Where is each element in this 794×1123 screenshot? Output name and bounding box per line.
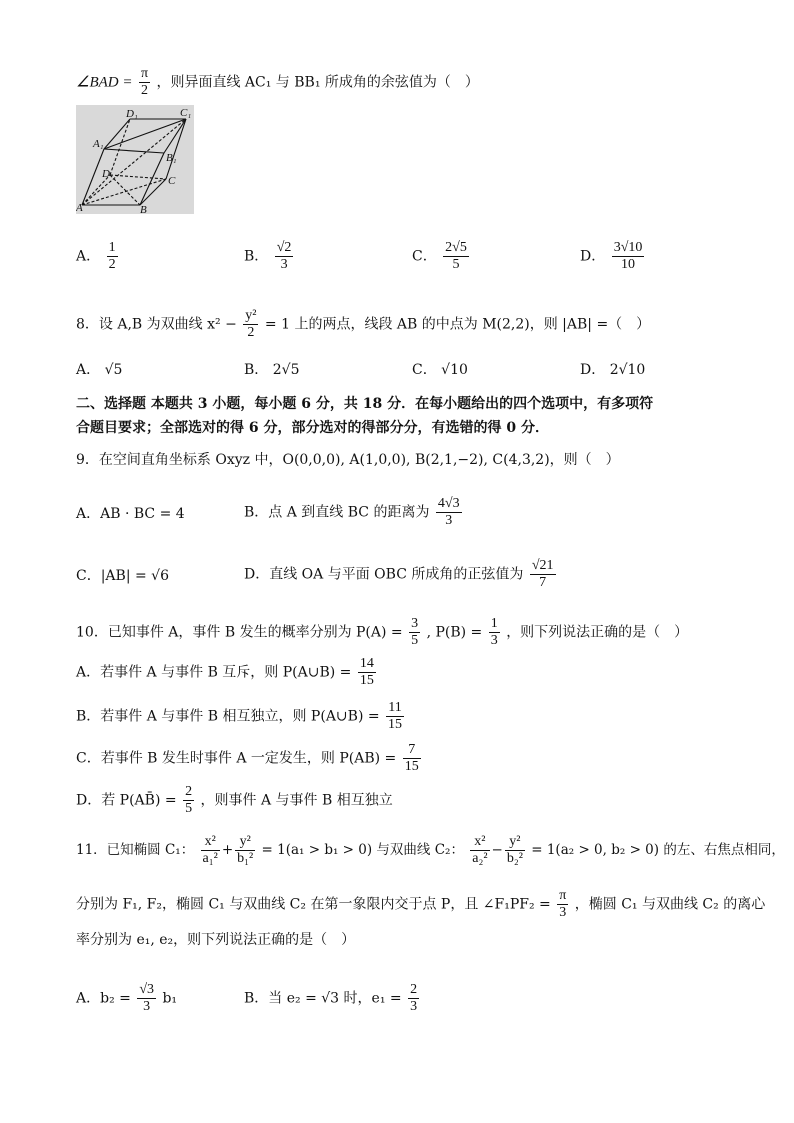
q8-option-d[interactable] [580, 360, 645, 380]
q11-option-b[interactable] [244, 982, 421, 1015]
q7-option-a[interactable] [76, 240, 120, 273]
q10-stem [76, 616, 688, 649]
q9-stem: 9．在空间直角坐标系 Oxyz 中，O(0,0,0), A(1,0,0), B(2,1,−2), C(4,3,2)，则（ ） [76, 452, 620, 468]
q8-option-b-label: B． [244, 362, 269, 378]
q9-option-a[interactable]: A．AB · BC = 4 [76, 506, 185, 522]
q10-stem-b: , P(B) = [426, 624, 483, 641]
q7-c-den: 5 [452, 257, 460, 272]
q11-option-a[interactable] [76, 982, 177, 1015]
q9-d-num: √21 [531, 558, 554, 573]
q11-stem-line1: 11．已知椭圆 C₁： $\frac{\text{x²}}{\text{a₁²}}$ + $\frac{\text{y²}}{\text{b₁²}}$ = 1(a₁ > b₁ > 0) 与双曲线 C₂： $\frac{\text{x²}}{\text{a₂²}}$ − $\frac{\text{y²}}{\text{b₂²}}$ = 1(a₂ > 0, b₂ > 0) 的左、右焦点相同， [76, 834, 785, 866]
q7-option-a-label: A． [76, 248, 101, 265]
q10-pa-num: 3 [411, 616, 419, 631]
q10-option-d-text-a: D．若 P(AB̄) = [76, 792, 177, 809]
q10-option-a-text: A．若事件 A 与事件 B 互斥，则 P(A∪B) = [76, 664, 352, 681]
q8-option-b-value: 2√5 [272, 362, 300, 378]
q7-b-num: √2 [276, 240, 292, 255]
q10-option-d[interactable] [76, 784, 393, 817]
q7-option-c-label: C． [412, 248, 437, 265]
q11-option-b-text: B．当 e₂ = √3 时，e₁ = [244, 990, 402, 1007]
q9-option-d[interactable] [244, 558, 558, 591]
q7-option-d-label: D． [580, 248, 606, 265]
q11-stem-c: = 1(a₂ > 0, b₂ > 0) 的左、右焦点相同， [531, 842, 785, 858]
q7-stem [76, 66, 479, 99]
q10-d-den: 5 [185, 801, 193, 816]
q7-pi-num: π [140, 66, 149, 81]
q11-option-a-text: A．b₂ = [76, 990, 131, 1007]
q10-d-num: 2 [185, 784, 193, 799]
q11-angle-num: π [559, 888, 567, 903]
q9-option-b[interactable] [244, 496, 464, 529]
q8-option-c-value: √10 [441, 362, 468, 378]
q10-b-num: 11 [386, 700, 404, 717]
label-C: C [168, 175, 176, 187]
label-D: D [102, 168, 110, 180]
q8-option-a-label: A． [76, 362, 101, 378]
q10-option-a[interactable] [76, 656, 378, 689]
q7-option-b-label: B． [244, 248, 269, 265]
q10-stem-a: 10．已知事件 A，事件 B 发生的概率分别为 P(A) = [76, 624, 403, 641]
label-B: B [140, 204, 147, 214]
q7-pi-den: 2 [140, 83, 148, 98]
q7-option-b[interactable] [244, 240, 295, 273]
q10-option-c-text: C．若事件 B 发生时事件 A 一定发生，则 P(AB) = [76, 750, 397, 767]
section2-heading-line2: 合题目要求；全部选对的得 6 分，部分选对的得部分分，有选错的得 0 分． [76, 420, 549, 436]
q11-option-a-suffix: b₁ [162, 990, 178, 1007]
section2-heading-line1: 二、选择题 本题共 3 小题，每小题 6 分，共 18 分．在每小题给出的四个选项中，有多项符 [76, 396, 654, 412]
label-C1: C₁ [180, 107, 192, 119]
q11-b-num: 2 [410, 982, 418, 997]
q11-b-den: 3 [410, 999, 418, 1014]
q11-line2-b: ，椭圆 C₁ 与双曲线 C₂ 的离心 [574, 896, 766, 913]
q9-b-den: 3 [445, 513, 453, 528]
q7-option-c[interactable] [412, 240, 471, 273]
q11-line2-a: 分别为 F₁, F₂，椭圆 C₁ 与双曲线 C₂ 在第一象限内交于点 P，且 ∠F₁PF₂ = [76, 896, 551, 913]
q10-option-b[interactable] [76, 700, 406, 733]
q11-stem-line3: 率分别为 e₁, e₂，则下列说法正确的是（ ） [76, 932, 356, 948]
q10-option-b-text: B．若事件 A 与事件 B 相互独立，则 P(A∪B) = [76, 708, 380, 725]
q11-angle-den: 3 [559, 905, 567, 920]
q8-stem-a: 8．设 A,B 为双曲线 x² − [76, 316, 237, 333]
label-A1: A₁ [93, 138, 104, 150]
q9-option-b-text: B．点 A 到直线 BC 的距离为 [244, 504, 430, 521]
q10-b-den: 15 [388, 717, 403, 732]
q8-option-a-value: √5 [104, 362, 123, 378]
q9-option-d-text: D．直线 OA 与平面 OBC 所成角的正弦值为 [244, 566, 524, 583]
q11-stem-b: = 1(a₁ > b₁ > 0) 与双曲线 C₂： [261, 842, 464, 858]
q8-option-a[interactable] [76, 360, 122, 380]
q8-option-d-label: D． [580, 362, 606, 378]
q8-option-b[interactable] [244, 360, 300, 380]
q8-option-c-label: C． [412, 362, 437, 378]
q10-pb-num: 1 [490, 616, 498, 631]
q7-option-d[interactable] [580, 240, 646, 273]
parallelepiped-diagram [76, 105, 194, 214]
q10-option-d-text-b: ，则事件 A 与事件 B 相互独立 [200, 792, 393, 809]
q8-frac-den: 2 [247, 325, 255, 340]
q10-a-den: 15 [359, 673, 374, 688]
q11-stem-line2 [76, 888, 765, 921]
q10-a-num: 14 [359, 656, 374, 671]
label-B1: B₁ [166, 152, 177, 164]
q8-option-d-value: 2√10 [609, 362, 646, 378]
q11-a-den: 3 [143, 999, 151, 1014]
q7-b-den: 3 [280, 257, 288, 272]
q9-d-den: 7 [539, 575, 547, 590]
q8-option-c[interactable] [412, 360, 468, 380]
q7-stem-text: ，则异面直线 AC₁ 与 BB₁ 所成角的余弦值为（ ） [156, 74, 479, 91]
q7-c-num: 2√5 [445, 240, 467, 255]
q7-a-num: 1 [108, 240, 116, 255]
label-D1: D₁ [126, 108, 138, 120]
q10-stem-c: ，则下列说法正确的是（ ） [506, 624, 689, 641]
q10-option-c[interactable] [76, 742, 423, 775]
q10-pa-den: 5 [411, 633, 419, 648]
q7-d-num: 3√10 [613, 240, 643, 255]
q7-angle-label: ∠BAD = [76, 74, 133, 91]
q9-option-c[interactable]: C．|AB| = √6 [76, 568, 170, 584]
q10-pb-den: 3 [490, 633, 498, 648]
q10-c-den: 15 [404, 759, 419, 774]
q8-frac-num: y² [245, 308, 257, 323]
q11-stem-a: 11．已知椭圆 C₁： [76, 842, 195, 858]
q7-d-den: 10 [621, 257, 636, 272]
q8-stem-b: = 1 上的两点，线段 AB 的中点为 M(2,2)，则 |AB| =（ ） [264, 316, 651, 333]
q7-angle-fraction [139, 66, 150, 99]
q9-b-num: 4√3 [437, 496, 460, 511]
label-A: A [76, 202, 83, 214]
q7-a-den: 2 [108, 257, 116, 272]
q10-c-num: 7 [403, 742, 421, 759]
q8-stem [76, 308, 650, 341]
q7-parallelepiped-figure [76, 105, 194, 214]
q11-a-num: √3 [139, 982, 155, 997]
